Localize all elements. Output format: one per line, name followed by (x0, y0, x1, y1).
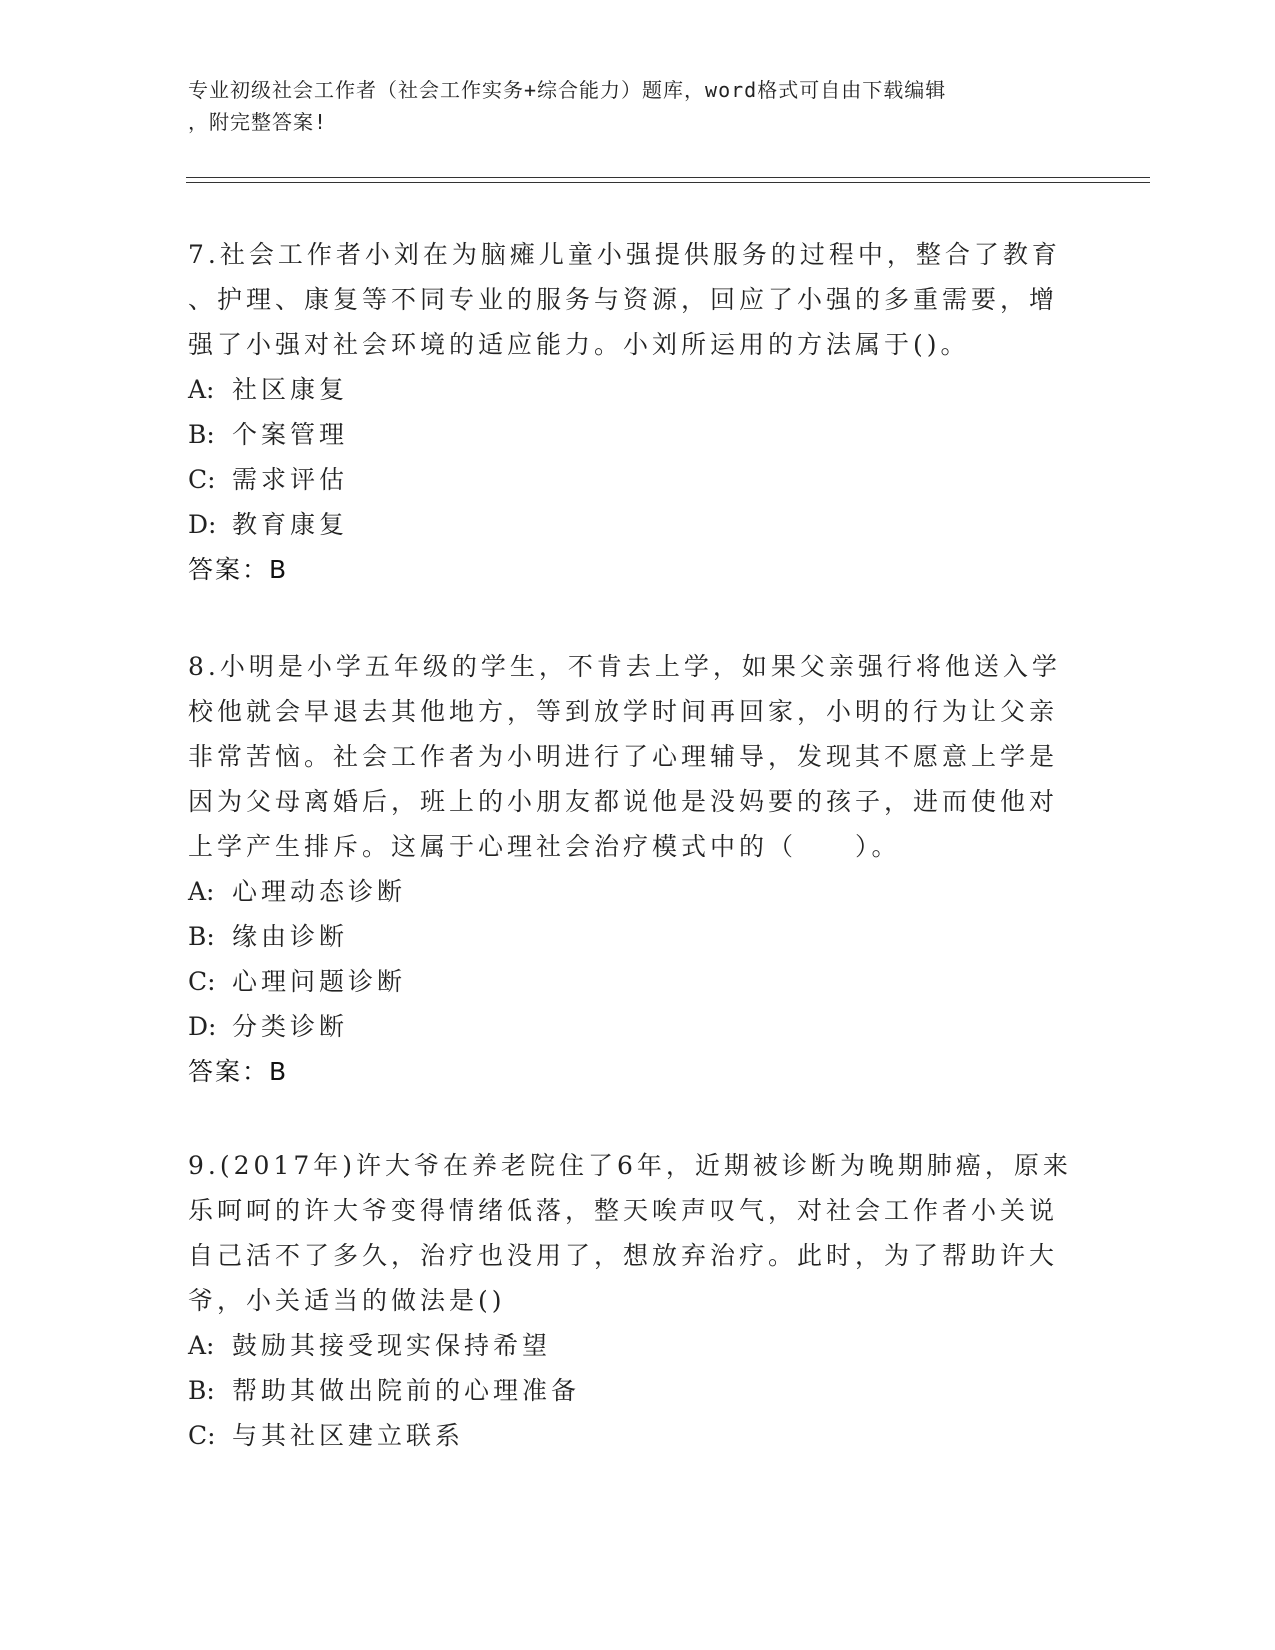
question-text-line: 爷，小关适当的做法是() (188, 1286, 506, 1315)
header-line-1: 专业初级社会工作者（社会工作实务+综合能力）题库，word格式可自由下载编辑 (188, 78, 947, 102)
question-text-line: 乐呵呵的许大爷变得情绪低落，整天唉声叹气，对社会工作者小关说 (188, 1196, 1059, 1225)
question-text-line: 上学产生排斥。这属于心理社会治疗模式中的（ ）。 (188, 832, 901, 861)
option-letter: D: (188, 1012, 217, 1041)
option-text: 个案管理 (232, 420, 349, 449)
option-text: 心理动态诊断 (232, 877, 407, 906)
option-d (188, 1004, 1088, 1049)
question-text-line: 9.(2017年)许大爷在养老院住了6年，近期被诊断为晚期肺癌，原来 (188, 1151, 1072, 1180)
question-text-line: 7.社会工作者小刘在为脑瘫儿童小强提供服务的过程中，整合了教育 (188, 240, 1061, 269)
option-a (188, 869, 1088, 914)
option-b (188, 412, 1088, 457)
answer-line: 答案：B (188, 1057, 289, 1086)
option-text: 分类诊断 (232, 1012, 349, 1041)
option-b (188, 1368, 1088, 1413)
option-letter: B: (188, 420, 215, 449)
option-text: 社区康复 (232, 375, 349, 404)
option-letter: C: (188, 1421, 216, 1450)
option-d (188, 502, 1088, 547)
question-9 (188, 1143, 1088, 1458)
option-c (188, 959, 1088, 1004)
option-letter: A: (188, 375, 215, 404)
header-divider-bottom (186, 182, 1150, 183)
option-text: 与其社区建立联系 (232, 1421, 465, 1450)
question-text-line: 强了小强对社会环境的适应能力。小刘所运用的方法属于()。 (188, 330, 970, 359)
answer-line: 答案：B (188, 555, 289, 584)
question-text-line: 、护理、康复等不同专业的服务与资源，回应了小强的多重需要，增 (188, 285, 1059, 314)
option-letter: B: (188, 1376, 215, 1405)
question-text-line: 校他就会早退去其他地方，等到放学时间再回家，小明的行为让父亲 (188, 697, 1059, 726)
question-text-line: 自己活不了多久，治疗也没用了，想放弃治疗。此时，为了帮助许大 (188, 1241, 1059, 1270)
option-text: 鼓励其接受现实保持希望 (232, 1331, 552, 1360)
header-line-2: ，附完整答案! (188, 110, 328, 134)
header-divider-top (186, 177, 1150, 178)
question-8 (188, 644, 1088, 1094)
question-text-line: 8.小明是小学五年级的学生，不肯去上学，如果父亲强行将他送入学 (188, 652, 1061, 681)
option-letter: A: (188, 877, 215, 906)
option-text: 需求评估 (232, 465, 349, 494)
option-c (188, 1413, 1088, 1458)
option-a (188, 367, 1088, 412)
option-text: 帮助其做出院前的心理准备 (232, 1376, 581, 1405)
option-letter: D: (188, 510, 217, 539)
question-text-line: 因为父母离婚后，班上的小朋友都说他是没妈要的孩子，进而使他对 (188, 787, 1059, 816)
option-c (188, 457, 1088, 502)
option-a (188, 1323, 1088, 1368)
option-letter: C: (188, 465, 216, 494)
option-text: 心理问题诊断 (232, 967, 407, 996)
option-letter: A: (188, 1331, 215, 1360)
option-letter: B: (188, 922, 215, 951)
option-b (188, 914, 1088, 959)
option-letter: C: (188, 967, 216, 996)
question-7 (188, 232, 1088, 592)
document-header (188, 74, 1088, 138)
option-text: 缘由诊断 (232, 922, 349, 951)
option-text: 教育康复 (232, 510, 349, 539)
question-text-line: 非常苦恼。社会工作者为小明进行了心理辅导，发现其不愿意上学是 (188, 742, 1059, 771)
